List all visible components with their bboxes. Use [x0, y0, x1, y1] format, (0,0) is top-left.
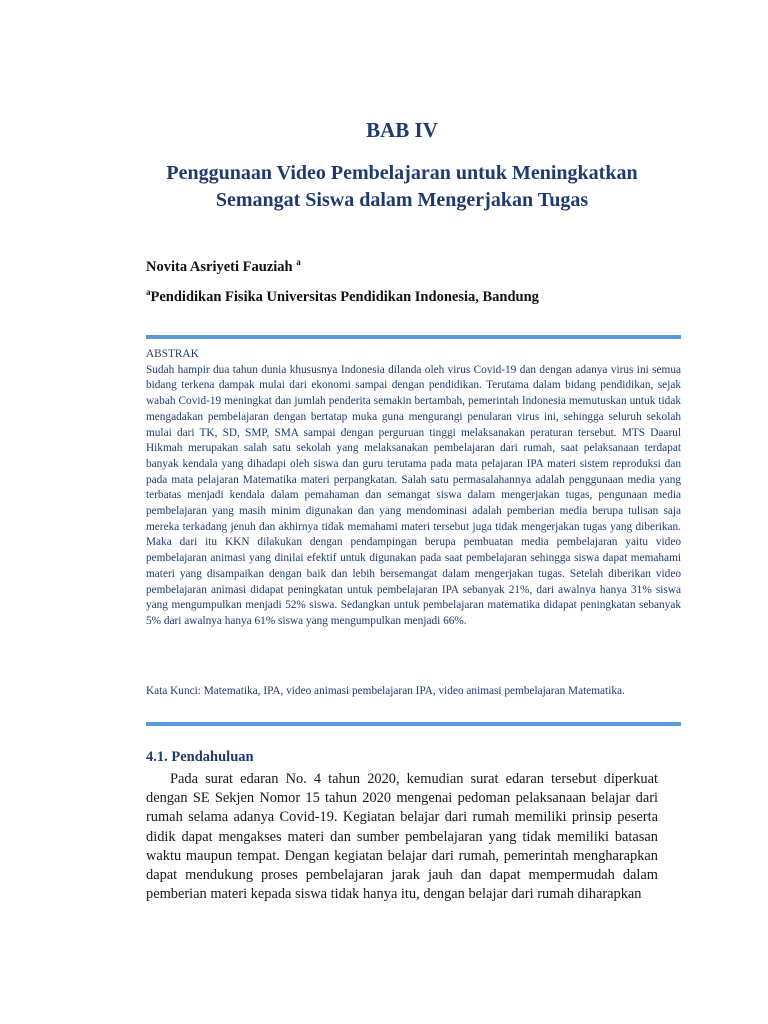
affiliation-text: Pendidikan Fisika Universitas Pendidikan Indonesia, Bandung — [150, 289, 539, 305]
affiliation-line — [146, 289, 539, 306]
abstract-top-rule — [146, 335, 681, 339]
abstract-bottom-rule — [146, 722, 681, 726]
keywords: Kata Kunci: Matematika, IPA, video animasi pembelajaran IPA, video animasi pembelajaran Matematika. — [146, 685, 625, 697]
chapter-title: BAB IV — [366, 118, 438, 142]
abstract-body: Sudah hampir dua tahun dunia khususnya Indonesia dilanda oleh virus Covid-19 dan dengan adanya virus ini semua bidang terkena dampak mulai dari ekonomi sampai dengan pendidikan. Terutama dalam bidang pendidikan, sejak wabah Covid-19 meningkat dan jumlah penderita semakin bertambah, pemerintah Indonesia memutuskan untuk tidak mengadakan pembelajaran dengan bertatap muka guna mengurangi penularan virus ini, sehingga seluruh sekolah mulai dari TK, SD, SMP, SMA sampai dengan perguruan tinggi melaksanakan peraturan tersebut. MTS Daarul Hikmah merupakan salah satu sekolah yang melaksanakan pembelajaran dari rumah, saat pelaksanaan terdapat banyak kendala yang dihadapi oleh siswa dan guru terutama pada mata pelajaran IPA materi sistem reproduksi dan pada mata pelajaran Matematika materi perpangkatan. Salah satu permasalahannya adalah penggunaan media yang terbatas menjadi kendala dalam pemahaman dan semangat siswa dalam mengerjakan tugas, pengunaan media pembelajaran yang masih minim digunakan dan yang mendominasi adalah pemberian media berupa tulisan saja mereka terkadang jenuh dan akhirnya tidak memahami materi tersebut juga tidak mengerjakan tugas yang diberikan. Maka dari itu KKN dilakukan dengan pendampingan berupa pembuatan media pembelajaran yaitu video pembelajaran animasi yang dinilai efektif untuk digunakan pada saat pembelajaran sehingga siswa dapat memahami materi yang disampaikan dengan baik dan lebih bersemangat dalam mengerjakan tugas. Setelah diberikan video pembelajaran animasi didapat peningkatan untuk pembelajaran IPA sebanyak 21%, dari awalnya hanya 31% siswa yang mengumpulkan menjadi 52% siswa. Sedangkan untuk pembelajaran matematika didapat peningkatan sebanyak 5% dari awalnya hanya 61% siswa yang mengumpulkan menjadi 66%. — [146, 363, 681, 627]
paper-title: Penggunaan Video Pembelajaran untuk Meningkatkan Semangat Siswa dalam Mengerjakan Tugas — [166, 162, 638, 211]
abstract-block — [146, 347, 681, 630]
abstract-heading: ABSTRAK — [146, 348, 199, 360]
author-name: Novita Asriyeti Fauziah — [146, 259, 293, 275]
affiliation-marker: a — [146, 287, 151, 298]
author-affiliation-marker: a — [296, 257, 301, 268]
section-heading: 4.1. Pendahuluan — [146, 749, 254, 765]
section-body: Pada surat edaran No. 4 tahun 2020, kemudian surat edaran tersebut diperkuat dengan SE Sekjen Nomor 15 tahun 2020 mengenai pedoman pelaksanaan belajar dari rumah selama adanya Covid-19. Kegiatan belajar dari rumah memiliki prinsip peserta didik dapat mengakses materi dan sumber pembelajaran yang tidak memiliki batasan waktu maupun tempat. Dengan kegiatan belajar dari rumah, pemerintah mengharapkan dapat mendukung proses pembelajaran jarak jauh dan dapat mempermudah dalam pemberian materi kepada siswa tidak hanya itu, dengan belajar dari rumah diharapkan — [146, 771, 658, 903]
author-line — [146, 259, 301, 276]
